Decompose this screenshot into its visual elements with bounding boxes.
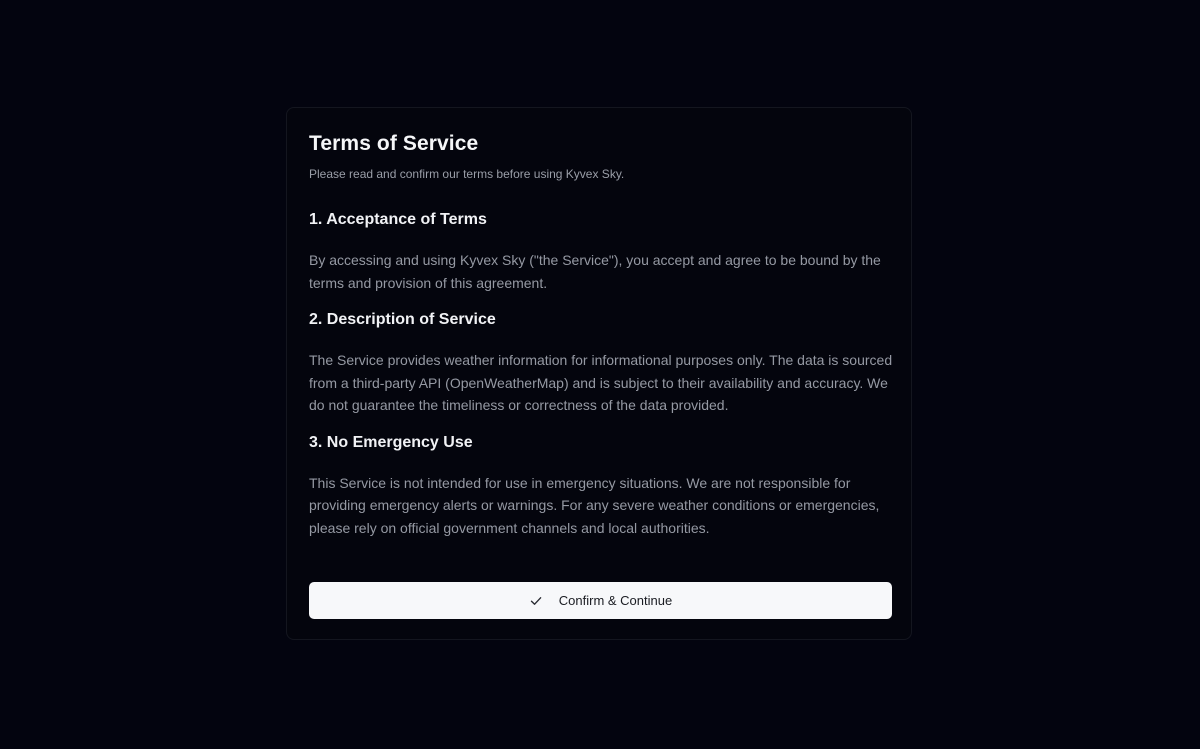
dialog-subtitle: Please read and confirm our terms before using Kyvex Sky.: [309, 167, 625, 181]
check-icon: [529, 594, 543, 608]
confirm-button-label: Confirm & Continue: [558, 593, 673, 608]
dialog-title: Terms of Service: [309, 132, 479, 155]
section-body: The Service provides weather information for informational purposes only. The data is sourced from a third-party API (OpenWeatherMap) and is subject to their availability and accuracy. We do not guarantee the timeliness or correctness of the data provided.: [309, 352, 893, 413]
terms-section-description: [309, 310, 899, 417]
terms-section-emergency: [309, 433, 899, 540]
confirm-continue-button[interactable]: [309, 582, 892, 619]
section-body: This Service is not intended for use in emergency situations. We are not responsible for providing emergency alerts or warnings. For any severe weather conditions or emergencies, please rely on official government channels and local authorities.: [309, 474, 880, 536]
section-body: By accessing and using Kyvex Sky ("the Service"), you accept and agree to be bound by the terms and provision of this agreement.: [309, 252, 881, 291]
terms-dialog: [286, 107, 912, 640]
section-heading: 1. Acceptance of Terms: [309, 211, 487, 228]
section-heading: 3. No Emergency Use: [309, 433, 473, 451]
section-heading: 2. Description of Service: [309, 311, 496, 328]
terms-scroll-area[interactable]: [309, 202, 899, 580]
terms-section-acceptance: [309, 210, 899, 294]
